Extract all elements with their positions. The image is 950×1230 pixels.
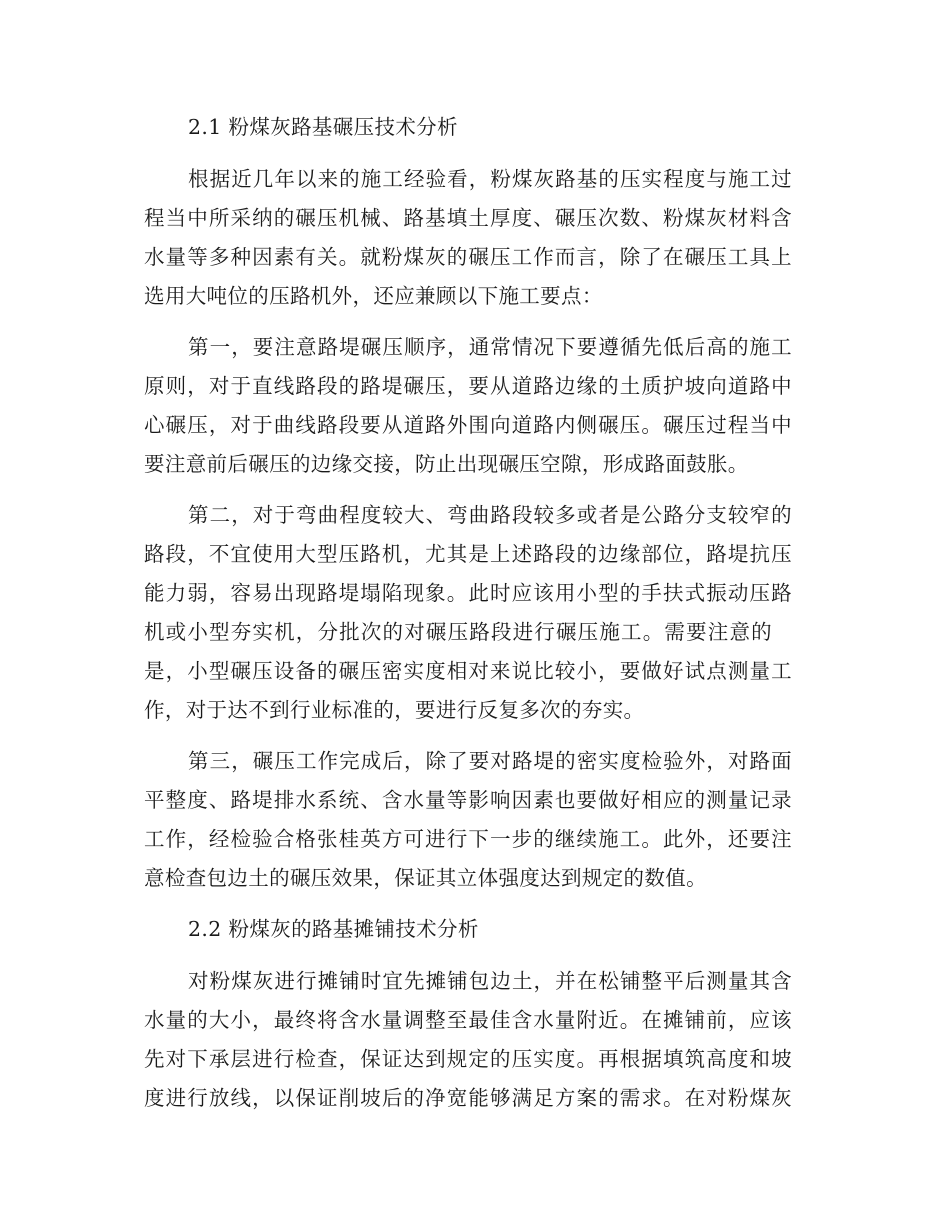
text-line: 能力弱，容易出现路堤塌陷现象。此时应该用小型的手扶式振动压路 [144, 581, 792, 605]
text-line: 选用大吨位的压路机外，还应兼顾以下施工要点： [144, 284, 603, 308]
text-line: 第三，碾压工作完成后，除了要对路堤的密实度检验外，对路面 [188, 749, 792, 773]
text-line: 意检查包边土的碾压效果，保证其立体强度达到规定的数值。 [144, 866, 707, 890]
text-line: 水量的大小，最终将含水量调整至最佳含水量附近。在摊铺前，应该 [144, 1008, 792, 1032]
text-line: 机或小型夯实机，分批次的对碾压路段进行碾压施工。需要注意的 [144, 620, 772, 644]
text-line: 原则，对于直线路段的路堤碾压，要从道路边缘的土质护坡向道路中 [144, 374, 792, 398]
text-line: 工作，经检验合格张桂英方可进行下一步的继续施工。此外，还要注 [144, 827, 792, 851]
text-line: 是，小型碾压设备的碾压密实度相对来说比较小，要做好试点测量工 [144, 659, 792, 683]
text-line: 路段，不宜使用大型压路机，尤其是上述路段的边缘部位，路堤抗压 [144, 542, 792, 566]
text-line: 度进行放线，以保证削坡后的净宽能够满足方案的需求。在对粉煤灰 [144, 1086, 792, 1110]
text-line: 作，对于达不到行业标准的，要进行反复多次的夯实。 [144, 698, 645, 722]
text-line: 根据近几年以来的施工经验看，粉煤灰路基的压实程度与施工过 [188, 167, 792, 191]
text-line: 平整度、路堤排水系统、含水量等影响因素也要做好相应的测量记录 [144, 788, 792, 812]
text-line: 心碾压，对于曲线路段要从道路外围向道路内侧碾压。碾压过程当中 [144, 413, 792, 437]
section-heading-2-1: 2.1 粉煤灰路基碾压技术分析 [188, 115, 458, 139]
section-heading-2-2: 2.2 粉煤灰的路基摊铺技术分析 [188, 917, 479, 941]
text-line: 要注意前后碾压的边缘交接，防止出现碾压空隙，形成路面鼓胀。 [144, 452, 749, 476]
text-line: 程当中所采纳的碾压机械、路基填土厚度、碾压次数、粉煤灰材料含 [144, 206, 792, 230]
text-line: 先对下承层进行检查，保证达到规定的压实度。再根据填筑高度和坡 [144, 1047, 792, 1071]
text-line: 水量等多种因素有关。就粉煤灰的碾压工作而言，除了在碾压工具上 [144, 245, 792, 269]
text-line: 第二，对于弯曲程度较大、弯曲路段较多或者是公路分支较窄的 [188, 503, 792, 527]
text-line: 对粉煤灰进行摊铺时宜先摊铺包边土，并在松铺整平后测量其含 [188, 969, 792, 993]
text-line: 第一，要注意路堤碾压顺序，通常情况下要遵循先低后高的施工 [188, 335, 792, 359]
